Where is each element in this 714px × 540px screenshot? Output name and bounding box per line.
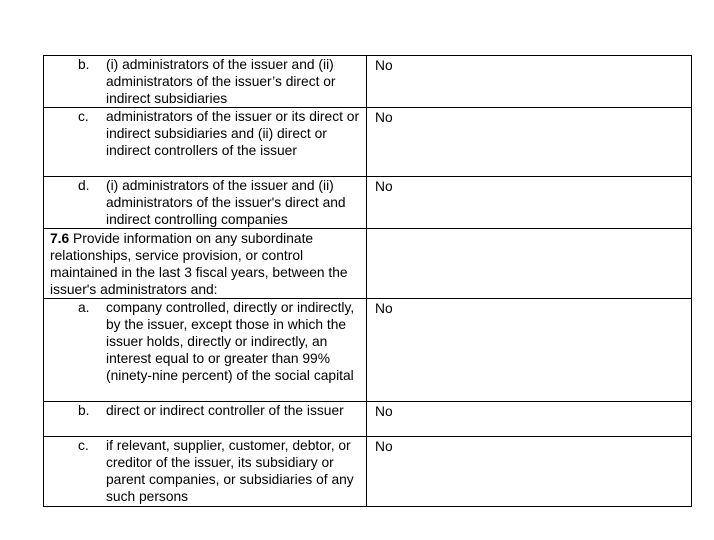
item-marker: c. bbox=[78, 109, 89, 124]
table-row bbox=[44, 56, 692, 108]
item-text: administrators of the issuer or its direct or indirect subsidiaries and (ii) direct or indirect controllers of the issuer bbox=[106, 109, 360, 158]
section-cell bbox=[44, 229, 367, 299]
table-row bbox=[44, 229, 692, 299]
item-marker: a. bbox=[78, 300, 90, 315]
answer-cell: No bbox=[367, 402, 692, 437]
question-cell bbox=[44, 402, 367, 437]
answer-cell bbox=[367, 229, 692, 299]
answer-cell: No bbox=[367, 177, 692, 229]
item-marker: d. bbox=[78, 178, 90, 193]
item-text: if relevant, supplier, customer, debtor, or creditor of the issuer, its subsidiary or parent companies, or subsidiaries of any such persons bbox=[106, 438, 354, 504]
section-number: 7.6 bbox=[50, 231, 70, 246]
item-text: (i) administrators of the issuer and (ii) administrators of the issuer's direct and indirect controlling companies bbox=[106, 178, 346, 227]
section-text: Provide information on any subordinate relationships, service provision, or control maintained in the last 3 fiscal years, between the issuer's administrators and: bbox=[50, 231, 348, 297]
item-text: company controlled, directly or indirectly, by the issuer, except those in which the issuer holds, directly or indirectly, an interest equal to or greater than 99% (ninety-nine percent) of the social capital bbox=[106, 300, 355, 383]
table-row bbox=[44, 402, 692, 437]
answer-cell: No bbox=[367, 108, 692, 177]
answer-cell: No bbox=[367, 56, 692, 108]
answer-cell: No bbox=[367, 299, 692, 402]
question-cell bbox=[44, 299, 367, 402]
question-cell bbox=[44, 108, 367, 177]
question-cell bbox=[44, 177, 367, 229]
table-row bbox=[44, 108, 692, 177]
disclosure-table bbox=[43, 55, 692, 507]
item-marker: b. bbox=[78, 57, 90, 72]
item-text: direct or indirect controller of the issuer bbox=[106, 403, 344, 418]
question-cell bbox=[44, 56, 367, 108]
table-row bbox=[44, 299, 692, 402]
question-cell bbox=[44, 437, 367, 507]
item-text: (i) administrators of the issuer and (ii) administrators of the issuer’s direct or indirect subsidiaries bbox=[106, 57, 336, 106]
table-row bbox=[44, 177, 692, 229]
table-row bbox=[44, 437, 692, 507]
answer-cell: No bbox=[367, 437, 692, 507]
item-marker: b. bbox=[78, 403, 90, 418]
item-marker: c. bbox=[78, 438, 89, 453]
